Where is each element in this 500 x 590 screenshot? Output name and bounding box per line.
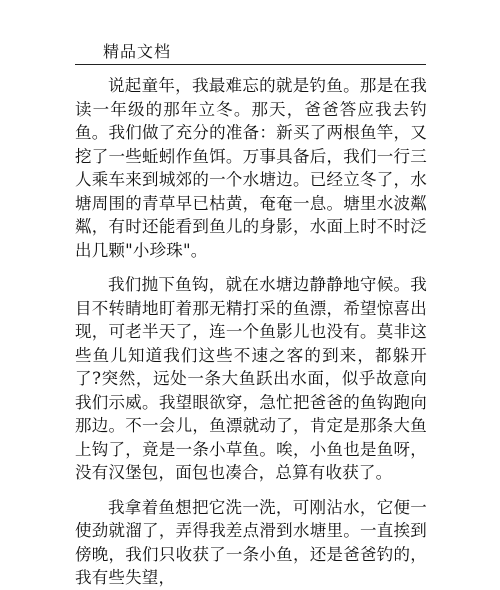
paragraph-2: 我们抛下鱼钩，就在水塘边静静地守候。我目不转睛地盯着那无精打采的鱼漂，希望惊喜出现，可老半天了，连一个鱼影儿也没有。莫非这些鱼儿知道我们这些不速之客的到来，都躲开了?突然，远处一条大鱼跃出水面，似乎故意向我们示威。我望眼欲穿，急忙把爸爸的鱼钩跑向那边。不一会儿，鱼漂就动了，肯定是那条大鱼上钩了，竟是一条小草鱼。唉，小鱼也是鱼呀，没有汉堡包，面包也凑合，总算有收获了。 <box>75 275 427 482</box>
document-body <box>75 74 427 590</box>
paragraph-3: 我拿着鱼想把它洗一洗，可刚沾水，它便一使劲就溜了，弄得我差点滑到水塘里。一直挨到傍晚，我们只收获了一条小鱼，还是爸爸钓的，我有些失望， <box>75 497 427 587</box>
header-title: 精品文档 <box>103 42 172 61</box>
paragraph-1: 说起童年，我最难忘的就是钓鱼。那是在我读一年级的那年立冬。那天，爸爸答应我去钓鱼。我们做了充分的准备：新买了两根鱼竿，又挖了一些蚯蚓作鱼饵。万事具备后，我们一行三人乘车来到城郊的一个水塘边。已经立冬了，水塘周围的青草早已枯黄，奄奄一息。塘里水波粼粼，有时还能看到鱼儿的身影，水面上时不时泛出几颗"小珍珠"。 <box>75 76 427 260</box>
page-header <box>75 38 426 65</box>
